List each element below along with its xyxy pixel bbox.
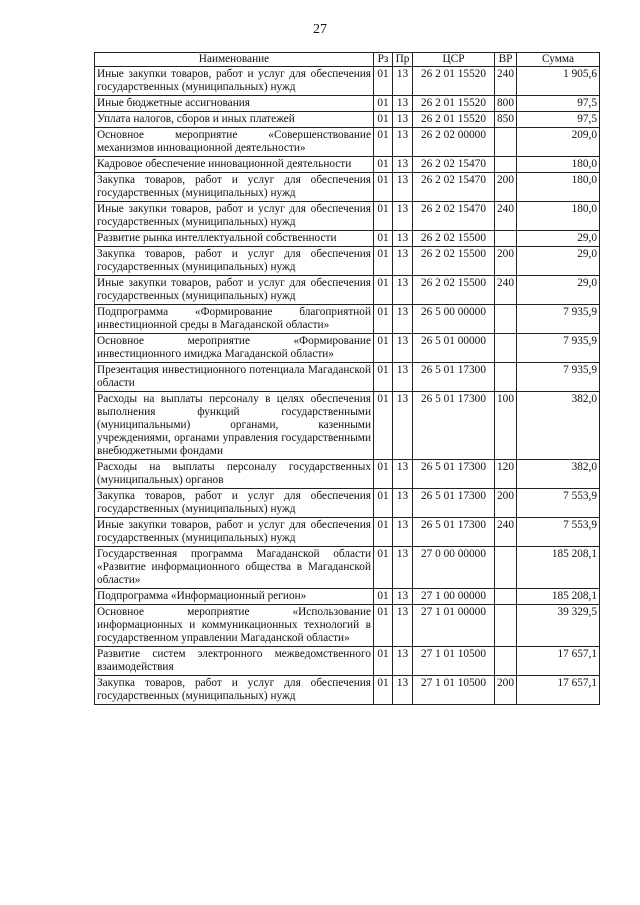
cell-vr: 240 bbox=[495, 518, 517, 547]
cell-rz: 01 bbox=[374, 460, 393, 489]
cell-vr: 240 bbox=[495, 276, 517, 305]
cell-sum: 17 657,1 bbox=[517, 676, 600, 705]
header-sum: Сумма bbox=[517, 53, 600, 67]
table-row bbox=[95, 334, 600, 363]
header-rz: Рз bbox=[374, 53, 393, 67]
cell-csr: 27 1 01 10500 bbox=[413, 647, 495, 676]
table-header-row bbox=[95, 53, 600, 67]
cell-rz: 01 bbox=[374, 231, 393, 247]
cell-name: Основное мероприятие «Использование информационных и коммуникационных технологий в государственном управлении Магаданской области» bbox=[95, 605, 374, 647]
header-name: Наименование bbox=[95, 53, 374, 67]
cell-csr: 27 1 01 00000 bbox=[413, 605, 495, 647]
cell-sum: 382,0 bbox=[517, 392, 600, 460]
cell-csr: 26 2 02 15500 bbox=[413, 231, 495, 247]
table-row bbox=[95, 128, 600, 157]
cell-pr: 13 bbox=[393, 647, 413, 676]
cell-vr bbox=[495, 605, 517, 647]
cell-pr: 13 bbox=[393, 547, 413, 589]
cell-vr bbox=[495, 647, 517, 676]
cell-rz: 01 bbox=[374, 392, 393, 460]
header-pr: Пр bbox=[393, 53, 413, 67]
cell-pr: 13 bbox=[393, 202, 413, 231]
cell-pr: 13 bbox=[393, 67, 413, 96]
cell-csr: 26 5 01 17300 bbox=[413, 518, 495, 547]
cell-vr: 200 bbox=[495, 247, 517, 276]
cell-rz: 01 bbox=[374, 605, 393, 647]
header-csr: ЦСР bbox=[413, 53, 495, 67]
cell-csr: 26 2 01 15520 bbox=[413, 96, 495, 112]
page-number: 27 bbox=[313, 22, 327, 37]
cell-vr: 100 bbox=[495, 392, 517, 460]
cell-vr bbox=[495, 547, 517, 589]
table-row bbox=[95, 96, 600, 112]
cell-vr bbox=[495, 589, 517, 605]
table-row bbox=[95, 489, 600, 518]
cell-csr: 26 5 01 17300 bbox=[413, 489, 495, 518]
cell-name: Закупка товаров, работ и услуг для обеспечения государственных (муниципальных) нужд bbox=[95, 173, 374, 202]
cell-csr: 26 5 01 17300 bbox=[413, 363, 495, 392]
cell-pr: 13 bbox=[393, 276, 413, 305]
table-row bbox=[95, 605, 600, 647]
table-row bbox=[95, 676, 600, 705]
cell-name: Кадровое обеспечение инновационной деятельности bbox=[95, 157, 374, 173]
table-row bbox=[95, 247, 600, 276]
cell-name: Основное мероприятие «Формирование инвестиционного имиджа Магаданской области» bbox=[95, 334, 374, 363]
cell-vr bbox=[495, 305, 517, 334]
cell-rz: 01 bbox=[374, 128, 393, 157]
budget-table bbox=[94, 52, 600, 705]
cell-rz: 01 bbox=[374, 647, 393, 676]
cell-rz: 01 bbox=[374, 247, 393, 276]
table-row bbox=[95, 67, 600, 96]
table-row bbox=[95, 460, 600, 489]
cell-sum: 97,5 bbox=[517, 112, 600, 128]
cell-csr: 26 2 02 15470 bbox=[413, 157, 495, 173]
cell-vr: 200 bbox=[495, 676, 517, 705]
table-row bbox=[95, 589, 600, 605]
cell-pr: 13 bbox=[393, 589, 413, 605]
cell-csr: 26 5 00 00000 bbox=[413, 305, 495, 334]
cell-rz: 01 bbox=[374, 334, 393, 363]
cell-pr: 13 bbox=[393, 231, 413, 247]
cell-csr: 26 5 01 17300 bbox=[413, 460, 495, 489]
cell-pr: 13 bbox=[393, 605, 413, 647]
cell-pr: 13 bbox=[393, 460, 413, 489]
cell-rz: 01 bbox=[374, 173, 393, 202]
cell-rz: 01 bbox=[374, 305, 393, 334]
cell-csr: 26 2 02 15500 bbox=[413, 276, 495, 305]
cell-sum: 17 657,1 bbox=[517, 647, 600, 676]
cell-csr: 26 2 02 15500 bbox=[413, 247, 495, 276]
cell-sum: 185 208,1 bbox=[517, 589, 600, 605]
cell-name: Расходы на выплаты персоналу в целях обеспечения выполнения функций государственными (муниципальными) органами, казенными учреждениями, органами управления государственными внебюджетными фондами bbox=[95, 392, 374, 460]
cell-name: Закупка товаров, работ и услуг для обеспечения государственных (муниципальных) нужд bbox=[95, 247, 374, 276]
cell-name: Закупка товаров, работ и услуг для обеспечения государственных (муниципальных) нужд bbox=[95, 676, 374, 705]
cell-vr bbox=[495, 334, 517, 363]
table-row bbox=[95, 392, 600, 460]
cell-sum: 382,0 bbox=[517, 460, 600, 489]
cell-vr: 120 bbox=[495, 460, 517, 489]
cell-rz: 01 bbox=[374, 518, 393, 547]
cell-csr: 26 2 02 15470 bbox=[413, 173, 495, 202]
cell-csr: 26 5 01 17300 bbox=[413, 392, 495, 460]
cell-rz: 01 bbox=[374, 589, 393, 605]
cell-pr: 13 bbox=[393, 305, 413, 334]
cell-pr: 13 bbox=[393, 518, 413, 547]
table-row bbox=[95, 202, 600, 231]
cell-sum: 185 208,1 bbox=[517, 547, 600, 589]
cell-csr: 27 1 01 10500 bbox=[413, 676, 495, 705]
cell-pr: 13 bbox=[393, 247, 413, 276]
cell-vr: 240 bbox=[495, 67, 517, 96]
cell-name: Подпрограмма «Формирование благоприятной инвестиционной среды в Магаданской области» bbox=[95, 305, 374, 334]
cell-csr: 26 2 02 15470 bbox=[413, 202, 495, 231]
cell-sum: 7 935,9 bbox=[517, 334, 600, 363]
cell-sum: 29,0 bbox=[517, 276, 600, 305]
cell-name: Иные закупки товаров, работ и услуг для обеспечения государственных (муниципальных) нужд bbox=[95, 518, 374, 547]
cell-sum: 97,5 bbox=[517, 96, 600, 112]
cell-rz: 01 bbox=[374, 67, 393, 96]
cell-pr: 13 bbox=[393, 173, 413, 202]
cell-pr: 13 bbox=[393, 112, 413, 128]
cell-vr: 800 bbox=[495, 96, 517, 112]
cell-sum: 39 329,5 bbox=[517, 605, 600, 647]
cell-pr: 13 bbox=[393, 392, 413, 460]
cell-rz: 01 bbox=[374, 276, 393, 305]
cell-name: Иные закупки товаров, работ и услуг для обеспечения государственных (муниципальных) нужд bbox=[95, 67, 374, 96]
table-row bbox=[95, 547, 600, 589]
cell-vr: 200 bbox=[495, 489, 517, 518]
cell-pr: 13 bbox=[393, 334, 413, 363]
cell-sum: 7 553,9 bbox=[517, 518, 600, 547]
cell-rz: 01 bbox=[374, 157, 393, 173]
table-row bbox=[95, 112, 600, 128]
cell-rz: 01 bbox=[374, 202, 393, 231]
cell-pr: 13 bbox=[393, 363, 413, 392]
cell-rz: 01 bbox=[374, 547, 393, 589]
header-vr: ВР bbox=[495, 53, 517, 67]
table-row bbox=[95, 518, 600, 547]
table-row bbox=[95, 231, 600, 247]
cell-sum: 1 905,6 bbox=[517, 67, 600, 96]
cell-pr: 13 bbox=[393, 96, 413, 112]
cell-csr: 27 1 00 00000 bbox=[413, 589, 495, 605]
cell-name: Иные закупки товаров, работ и услуг для обеспечения государственных (муниципальных) нужд bbox=[95, 276, 374, 305]
cell-sum: 7 935,9 bbox=[517, 363, 600, 392]
cell-vr: 850 bbox=[495, 112, 517, 128]
cell-rz: 01 bbox=[374, 363, 393, 392]
cell-name: Развитие рынка интеллектуальной собственности bbox=[95, 231, 374, 247]
cell-vr: 240 bbox=[495, 202, 517, 231]
table-row bbox=[95, 276, 600, 305]
cell-sum: 7 935,9 bbox=[517, 305, 600, 334]
table-row bbox=[95, 157, 600, 173]
cell-rz: 01 bbox=[374, 96, 393, 112]
cell-vr bbox=[495, 363, 517, 392]
cell-name: Основное мероприятие «Совершенствование механизмов инновационной деятельности» bbox=[95, 128, 374, 157]
cell-name: Государственная программа Магаданской области «Развитие информационного общества в Магаданской области» bbox=[95, 547, 374, 589]
cell-sum: 180,0 bbox=[517, 157, 600, 173]
cell-sum: 7 553,9 bbox=[517, 489, 600, 518]
cell-vr bbox=[495, 231, 517, 247]
cell-pr: 13 bbox=[393, 157, 413, 173]
cell-csr: 26 2 01 15520 bbox=[413, 112, 495, 128]
cell-csr: 27 0 00 00000 bbox=[413, 547, 495, 589]
cell-csr: 26 5 01 00000 bbox=[413, 334, 495, 363]
cell-name: Расходы на выплаты персоналу государственных (муниципальных) органов bbox=[95, 460, 374, 489]
cell-rz: 01 bbox=[374, 676, 393, 705]
cell-pr: 13 bbox=[393, 128, 413, 157]
cell-name: Иные закупки товаров, работ и услуг для обеспечения государственных (муниципальных) нужд bbox=[95, 202, 374, 231]
cell-sum: 29,0 bbox=[517, 231, 600, 247]
cell-vr bbox=[495, 128, 517, 157]
cell-csr: 26 2 02 00000 bbox=[413, 128, 495, 157]
cell-vr bbox=[495, 157, 517, 173]
cell-pr: 13 bbox=[393, 676, 413, 705]
cell-name: Подпрограмма «Информационный регион» bbox=[95, 589, 374, 605]
cell-sum: 209,0 bbox=[517, 128, 600, 157]
table-row bbox=[95, 363, 600, 392]
cell-name: Иные бюджетные ассигнования bbox=[95, 96, 374, 112]
cell-sum: 180,0 bbox=[517, 202, 600, 231]
cell-csr: 26 2 01 15520 bbox=[413, 67, 495, 96]
table-row bbox=[95, 647, 600, 676]
cell-rz: 01 bbox=[374, 112, 393, 128]
table-row bbox=[95, 173, 600, 202]
cell-name: Развитие систем электронного межведомственного взаимодействия bbox=[95, 647, 374, 676]
cell-pr: 13 bbox=[393, 489, 413, 518]
table-row bbox=[95, 305, 600, 334]
cell-name: Закупка товаров, работ и услуг для обеспечения государственных (муниципальных) нужд bbox=[95, 489, 374, 518]
cell-rz: 01 bbox=[374, 489, 393, 518]
cell-name: Уплата налогов, сборов и иных платежей bbox=[95, 112, 374, 128]
cell-sum: 180,0 bbox=[517, 173, 600, 202]
cell-vr: 200 bbox=[495, 173, 517, 202]
cell-sum: 29,0 bbox=[517, 247, 600, 276]
cell-name: Презентация инвестиционного потенциала Магаданской области bbox=[95, 363, 374, 392]
